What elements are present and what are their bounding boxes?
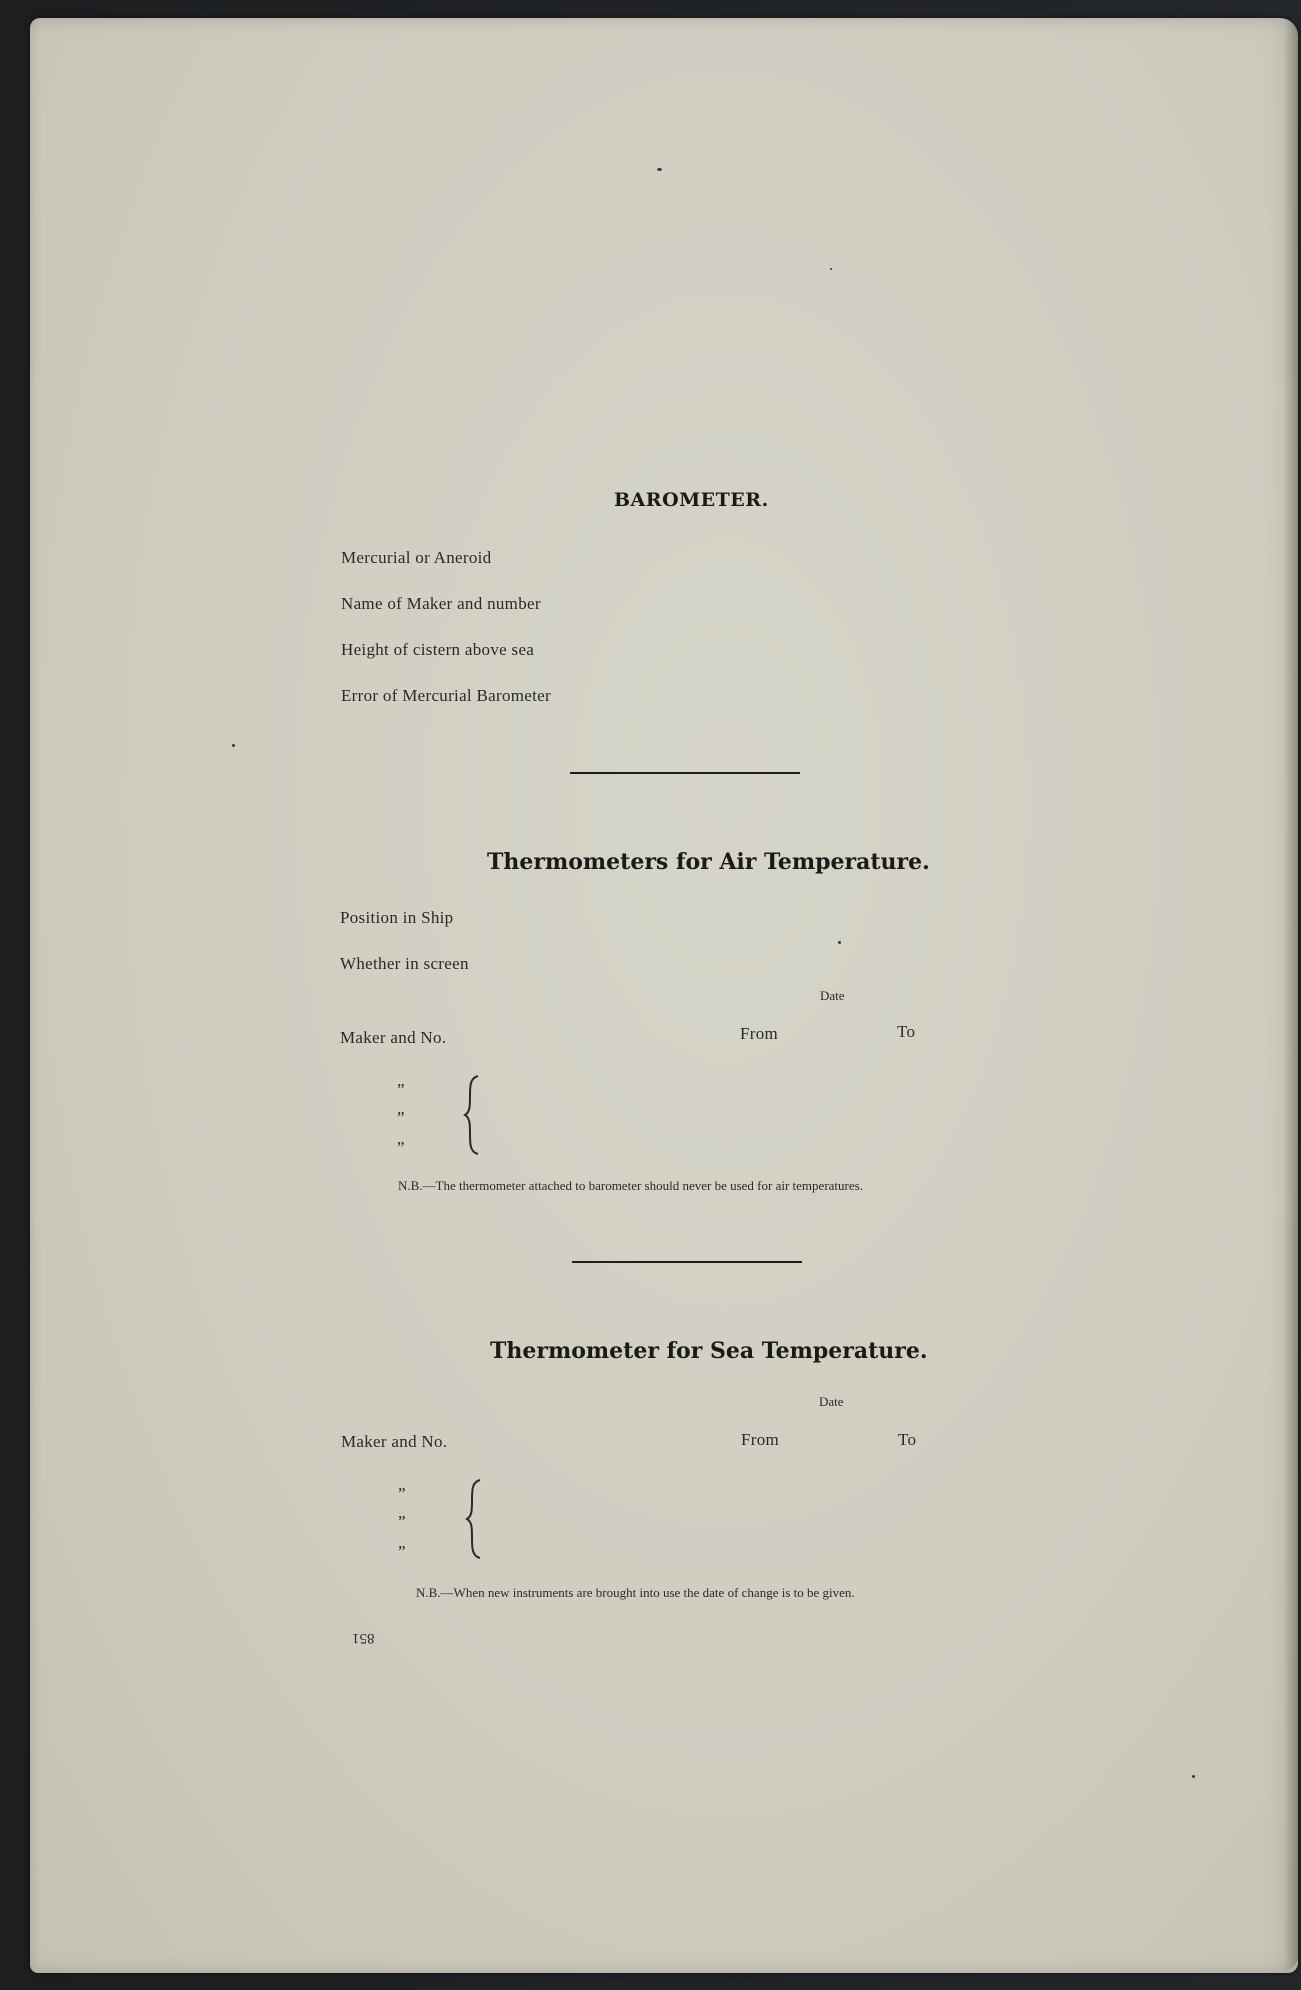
barometer-field-type: Mercurial or Aneroid: [341, 548, 492, 567]
air-date-label: Date: [820, 988, 845, 1003]
air-from-label: From: [740, 1024, 779, 1043]
air-position-field: Position in Ship: [340, 908, 454, 927]
air-note: N.B.—The thermometer attached to barometer should never be used for air temperatures.: [398, 1178, 863, 1193]
bracket-brace: [462, 1074, 482, 1156]
print-code: 851: [352, 1630, 375, 1646]
barometer-heading: BAROMETER.: [614, 489, 769, 511]
sea-date-label: Date: [819, 1394, 844, 1409]
sea-from-label: From: [741, 1430, 780, 1449]
sea-to-label: To: [898, 1430, 917, 1449]
air-thermometer-heading: Thermometers for Air Temperature.: [487, 849, 930, 875]
ditto-mark: ”: [397, 1080, 405, 1099]
sea-thermometer-heading: Thermometer for Sea Temperature.: [490, 1338, 928, 1364]
barometer-field-maker: Name of Maker and number: [341, 594, 541, 613]
ditto-mark: ”: [398, 1484, 406, 1503]
paper-speck: [830, 268, 832, 270]
section-divider: [570, 772, 800, 774]
paper-sheet: [30, 18, 1298, 1973]
ditto-mark: ”: [397, 1108, 405, 1127]
air-screen-field: Whether in screen: [340, 954, 469, 973]
air-to-label: To: [897, 1022, 916, 1041]
barometer-field-height: Height of cistern above sea: [341, 640, 535, 659]
barometer-field-error: Error of Mercurial Barometer: [341, 686, 551, 705]
bracket-brace: [464, 1478, 484, 1560]
sea-note: N.B.—When new instruments are brought into use the date of change is to be given.: [416, 1585, 855, 1600]
ditto-mark: ”: [398, 1542, 406, 1561]
paper-speck: [1192, 1775, 1195, 1778]
ditto-mark: ”: [398, 1512, 406, 1531]
paper-speck: [657, 168, 662, 171]
paper-speck: [838, 941, 841, 944]
sea-maker-field: Maker and No.: [341, 1432, 448, 1451]
section-divider: [572, 1261, 802, 1263]
paper-speck: [232, 744, 235, 747]
page-edge: [1284, 20, 1298, 1970]
ditto-mark: ”: [397, 1138, 405, 1157]
air-maker-field: Maker and No.: [340, 1028, 447, 1047]
